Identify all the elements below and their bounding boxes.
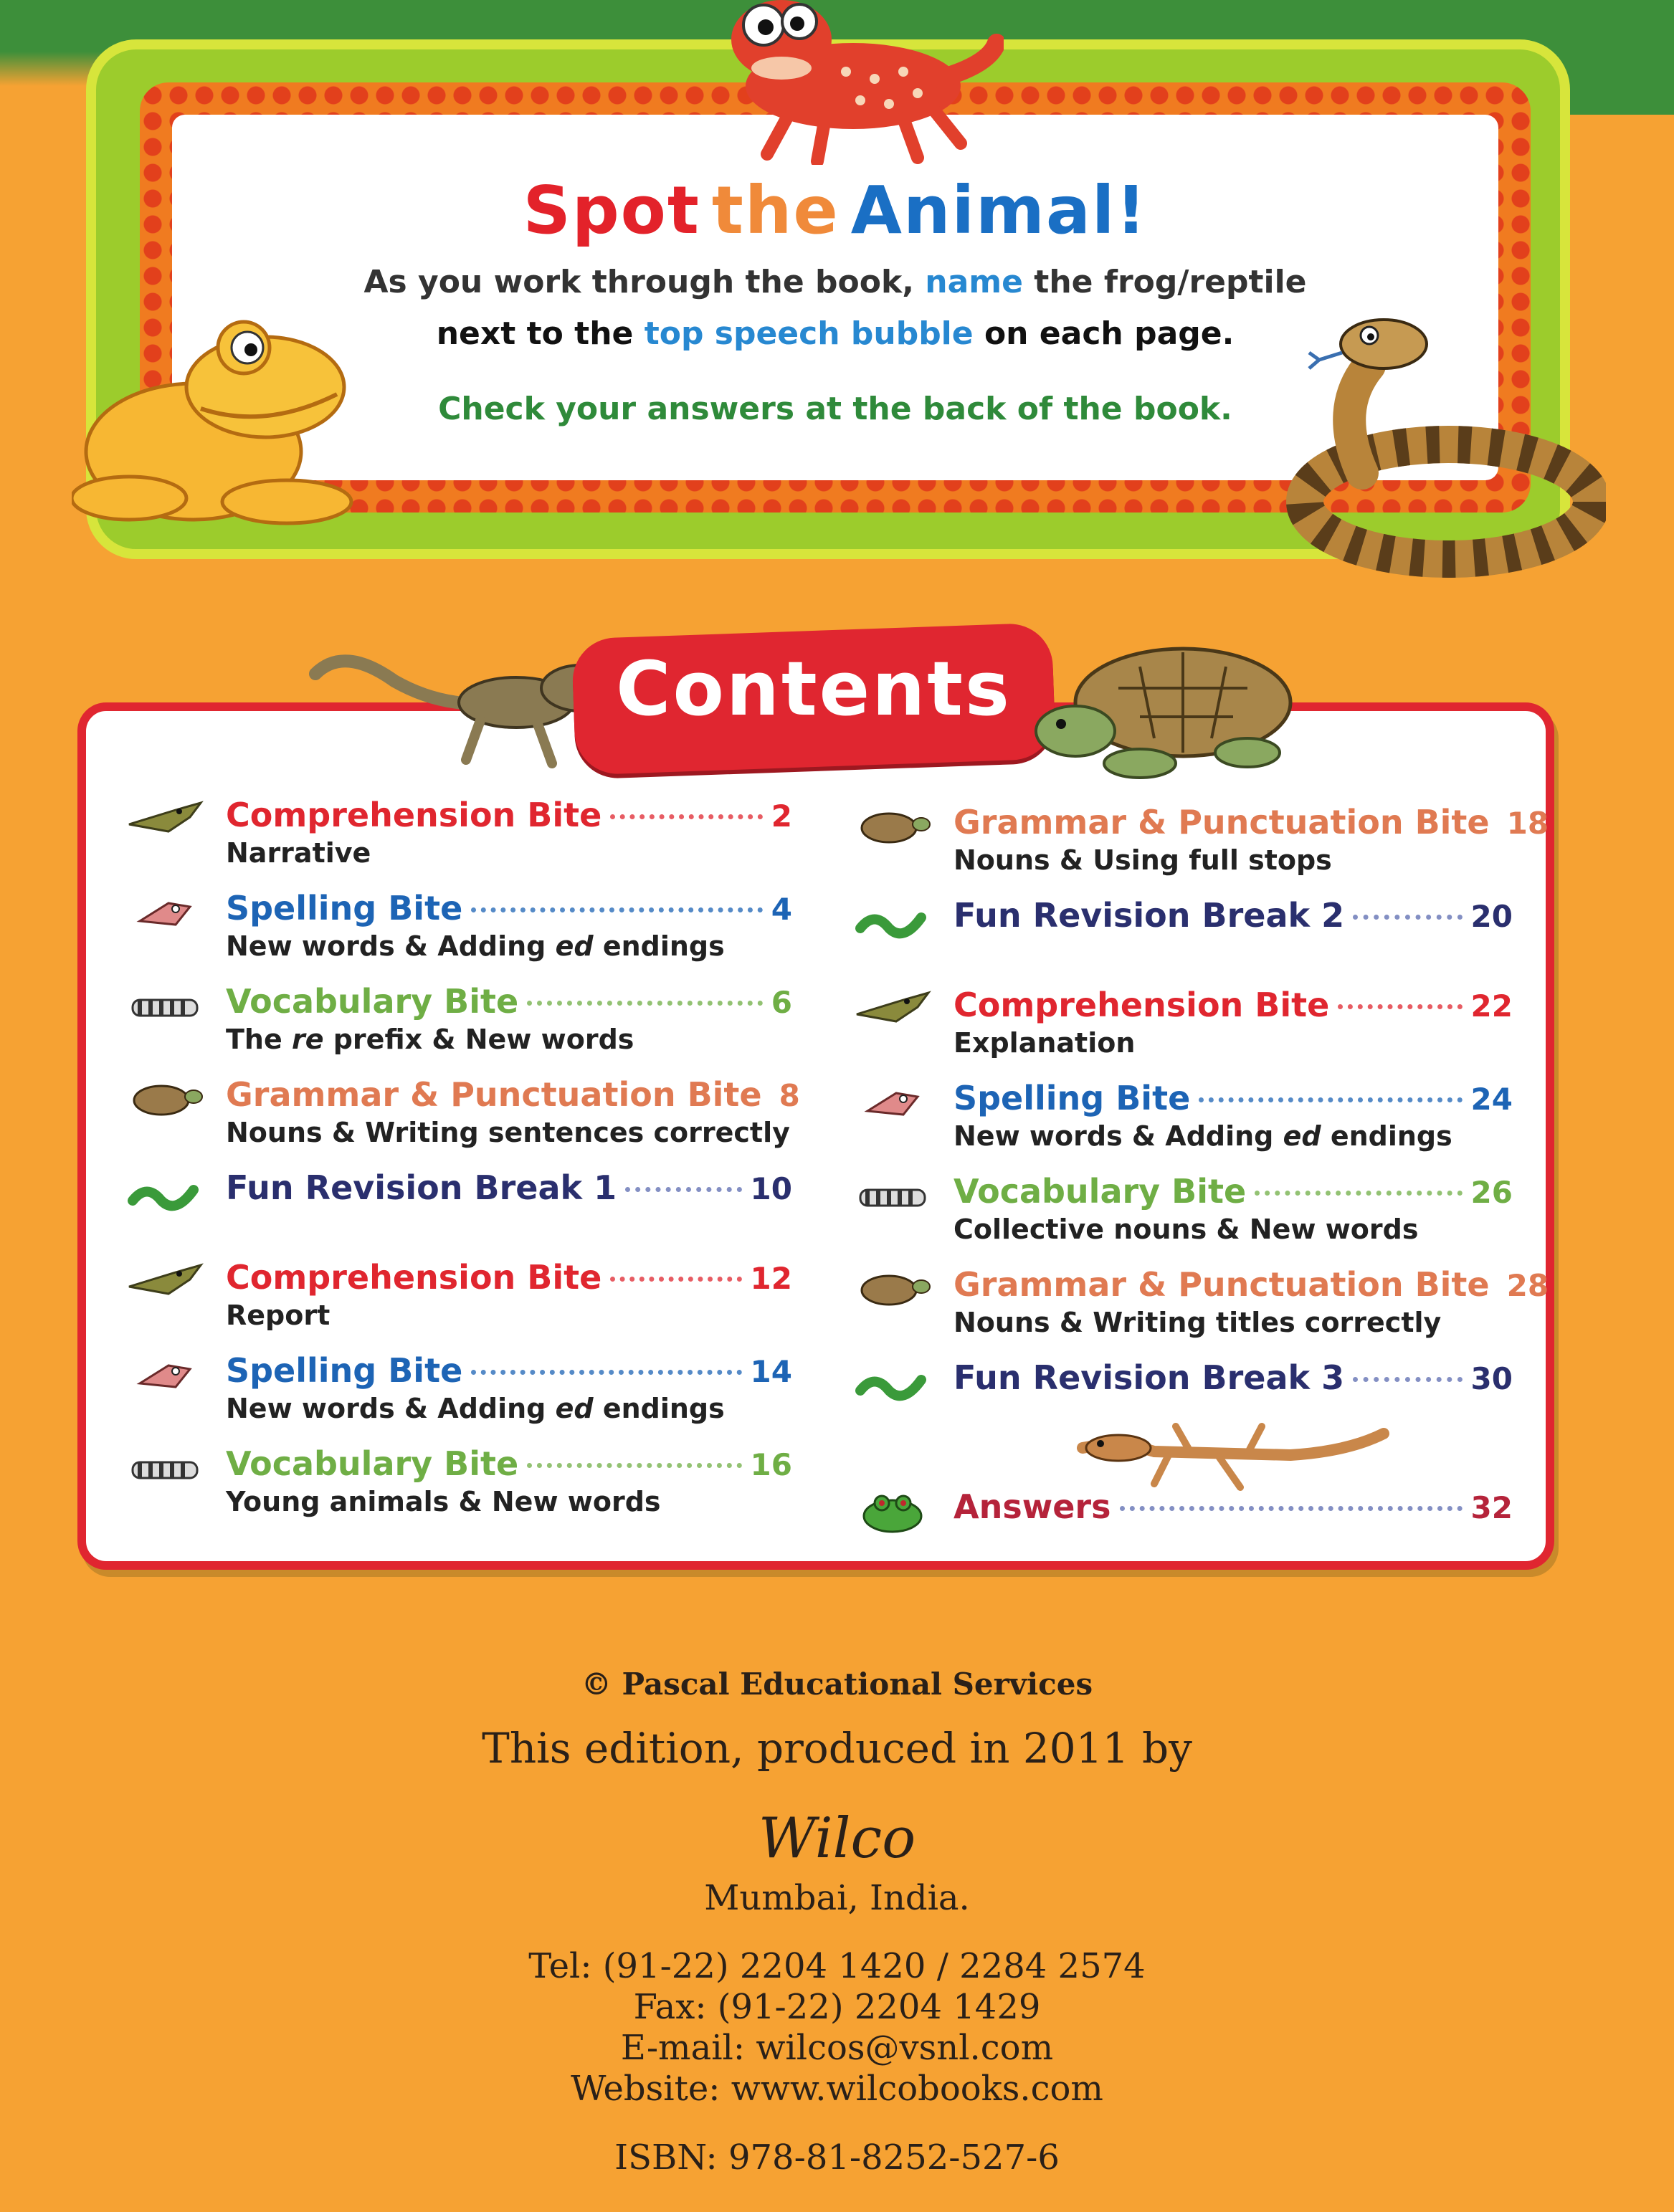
contents-entry-page: 16 <box>750 1447 792 1482</box>
leader-dots <box>471 907 763 912</box>
crocodile-icon <box>853 986 932 1036</box>
contents-entry-title: Grammar & Punctuation Bite <box>953 1265 1490 1304</box>
contents-entry-title: Fun Revision Break 2 <box>953 896 1345 935</box>
leader-dots <box>1353 915 1462 920</box>
contents-entry-title: Grammar & Punctuation Bite <box>226 1075 762 1114</box>
contents-entry-page: 4 <box>771 892 792 927</box>
contents-entry-page: 32 <box>1470 1490 1513 1525</box>
leader-dots <box>1353 1377 1462 1382</box>
leader-dots <box>1120 1506 1463 1511</box>
striped-lizard-icon <box>125 1444 204 1494</box>
spot-line-1-highlight: name <box>925 264 1023 300</box>
contents-entry-subtitle: Young animals & New words <box>226 1486 661 1517</box>
isbn: ISBN: 978-81-8252-527-6 <box>614 2137 1060 2178</box>
crocodile-icon <box>125 1258 204 1308</box>
contents-entry-subtitle: Nouns & Writing titles correctly <box>953 1307 1442 1338</box>
contents-entry-subtitle: Nouns & Writing sentences correctly <box>226 1117 790 1148</box>
contents-entry-title: Vocabulary Bite <box>953 1172 1247 1211</box>
telephone: Tel: (91-22) 2204 1420 / 2284 2574 <box>528 1946 1146 1986</box>
contents-entry-title: Fun Revision Break 1 <box>226 1168 617 1207</box>
leader-dots <box>610 1277 741 1282</box>
contents-entry-subtitle: Explanation <box>953 1027 1136 1059</box>
contents-entry-grammar-punctuation-bite[interactable] <box>125 1075 800 1161</box>
publisher-city: Mumbai, India. <box>704 1878 970 1918</box>
leader-dots <box>625 1187 741 1192</box>
contents-entry-page: 14 <box>750 1354 792 1389</box>
leader-dots <box>1255 1191 1462 1196</box>
contents-entry-comprehension-bite[interactable] <box>125 1258 792 1344</box>
contents-entry-subtitle: New words & Adding ed endings <box>953 1120 1452 1152</box>
contents-entry-title: Comprehension Bite <box>953 986 1330 1024</box>
striped-lizard-icon <box>125 982 204 1032</box>
leader-dots <box>610 814 762 819</box>
contents-entry-subtitle: New words & Adding ed endings <box>226 1393 725 1424</box>
contents-entry-vocabulary-bite[interactable] <box>125 982 792 1068</box>
contents-entry-page: 8 <box>779 1078 800 1113</box>
contents-entry-page: 22 <box>1470 988 1513 1024</box>
contents-entry-grammar-punctuation-bite[interactable] <box>853 1265 1549 1351</box>
contents-entry-subtitle: Report <box>226 1300 330 1331</box>
contents-entry-page: 24 <box>1470 1082 1513 1117</box>
striped-lizard-icon <box>853 1172 932 1222</box>
contents-entry-title: Spelling Bite <box>226 1351 463 1390</box>
spot-line-2-c: on each page. <box>984 315 1235 352</box>
contents-entry-title: Vocabulary Bite <box>226 1444 519 1483</box>
contents-entry-vocabulary-bite[interactable] <box>125 1444 792 1530</box>
spot-line-1 <box>172 264 1498 300</box>
spot-line-1-a: As you work through the book, <box>363 264 914 300</box>
contents-entry-title: Fun Revision Break 3 <box>953 1358 1345 1397</box>
spot-line-3: Check your answers at the back of the book. <box>438 391 1232 427</box>
contents-entry-comprehension-bite[interactable] <box>125 796 792 882</box>
green-snake-icon <box>853 1358 932 1408</box>
contents-entry-fun-revision-break[interactable] <box>853 896 1520 960</box>
contents-entry-subtitle: New words & Adding ed endings <box>226 930 725 962</box>
contents-entry-spelling-bite[interactable] <box>853 1079 1520 1165</box>
contents-entry-title: Spelling Bite <box>226 889 463 928</box>
contents-entry-page: 2 <box>771 798 792 834</box>
contents-entry-page: 6 <box>771 985 792 1020</box>
contents-entry-subtitle: The re prefix & New words <box>226 1024 634 1055</box>
contents-entry-subtitle: Nouns & Using full stops <box>953 844 1332 876</box>
contents-entry-title: Vocabulary Bite <box>226 982 519 1021</box>
email: E-mail: wilcos@vsnl.com <box>620 2028 1054 2068</box>
green-snake-icon <box>853 896 932 946</box>
contents-entry-subtitle: Narrative <box>226 837 371 869</box>
leader-dots <box>1199 1097 1462 1102</box>
spot-title-word-2: the <box>711 172 840 249</box>
fax: Fax: (91-22) 2204 1429 <box>633 1987 1041 2027</box>
contents-entry-fun-revision-break[interactable] <box>125 1168 792 1233</box>
spot-line-2-highlight: top speech bubble <box>644 315 974 352</box>
contents-entry-grammar-punctuation-bite[interactable] <box>853 803 1549 889</box>
contents-entry-title: Comprehension Bite <box>226 796 602 834</box>
contents-entry-page: 20 <box>1470 899 1513 934</box>
contents-entry-page: 28 <box>1506 1268 1549 1303</box>
frog-hand-icon <box>853 1079 932 1129</box>
turtle-illustration <box>1032 631 1305 788</box>
contents-entry-page: 30 <box>1470 1361 1513 1396</box>
copyright-line: © Pascal Educational Services <box>581 1667 1093 1702</box>
contents-entry-page: 12 <box>750 1261 792 1296</box>
spot-line-2 <box>172 315 1498 352</box>
leader-dots <box>527 1463 741 1468</box>
green-frog-icon <box>853 1487 932 1538</box>
gecko-small-illustration <box>1075 1412 1391 1498</box>
crocodile-icon <box>125 796 204 846</box>
contents-heading: Contents <box>616 645 1012 733</box>
green-snake-icon <box>125 1168 204 1219</box>
publisher-logo: Wilco <box>758 1806 916 1871</box>
spot-title-word-1: Spot <box>523 172 700 249</box>
contents-entry-subtitle: Collective nouns & New words <box>953 1214 1419 1245</box>
leader-dots <box>1338 1004 1462 1009</box>
spot-title <box>172 172 1498 249</box>
contents-entry-title: Comprehension Bite <box>226 1258 602 1297</box>
spot-line-1-c: the frog/reptile <box>1034 264 1307 300</box>
contents-entry-title: Grammar & Punctuation Bite <box>953 803 1490 842</box>
contents-entry-page: 26 <box>1470 1175 1513 1210</box>
leader-dots <box>527 1001 763 1006</box>
contents-entry-vocabulary-bite[interactable] <box>853 1172 1520 1258</box>
contents-entry-page: 18 <box>1506 806 1549 841</box>
gecko-illustration <box>703 0 1004 165</box>
contents-entry-title: Spelling Bite <box>953 1079 1191 1117</box>
frog-hand-icon <box>125 889 204 939</box>
turtle-icon <box>853 803 932 853</box>
website: Website: www.wilcobooks.com <box>571 2069 1103 2109</box>
turtle-icon <box>853 1265 932 1315</box>
contents-entry-answers[interactable] <box>853 1487 1520 1552</box>
frog-hand-icon <box>125 1351 204 1401</box>
contents-entry-comprehension-bite[interactable] <box>853 986 1520 1072</box>
contents-entry-spelling-bite[interactable] <box>125 889 792 975</box>
leader-dots <box>471 1370 741 1375</box>
contents-entry-spelling-bite[interactable] <box>125 1351 792 1437</box>
spot-line-2-a: next to the <box>436 315 634 352</box>
contents-entry-page: 10 <box>750 1171 792 1206</box>
turtle-icon <box>125 1075 204 1125</box>
edition-line: This edition, produced in 2011 by <box>482 1724 1192 1773</box>
spot-title-word-3: Animal! <box>850 172 1148 249</box>
contents-entry-title: Answers <box>953 1487 1111 1526</box>
